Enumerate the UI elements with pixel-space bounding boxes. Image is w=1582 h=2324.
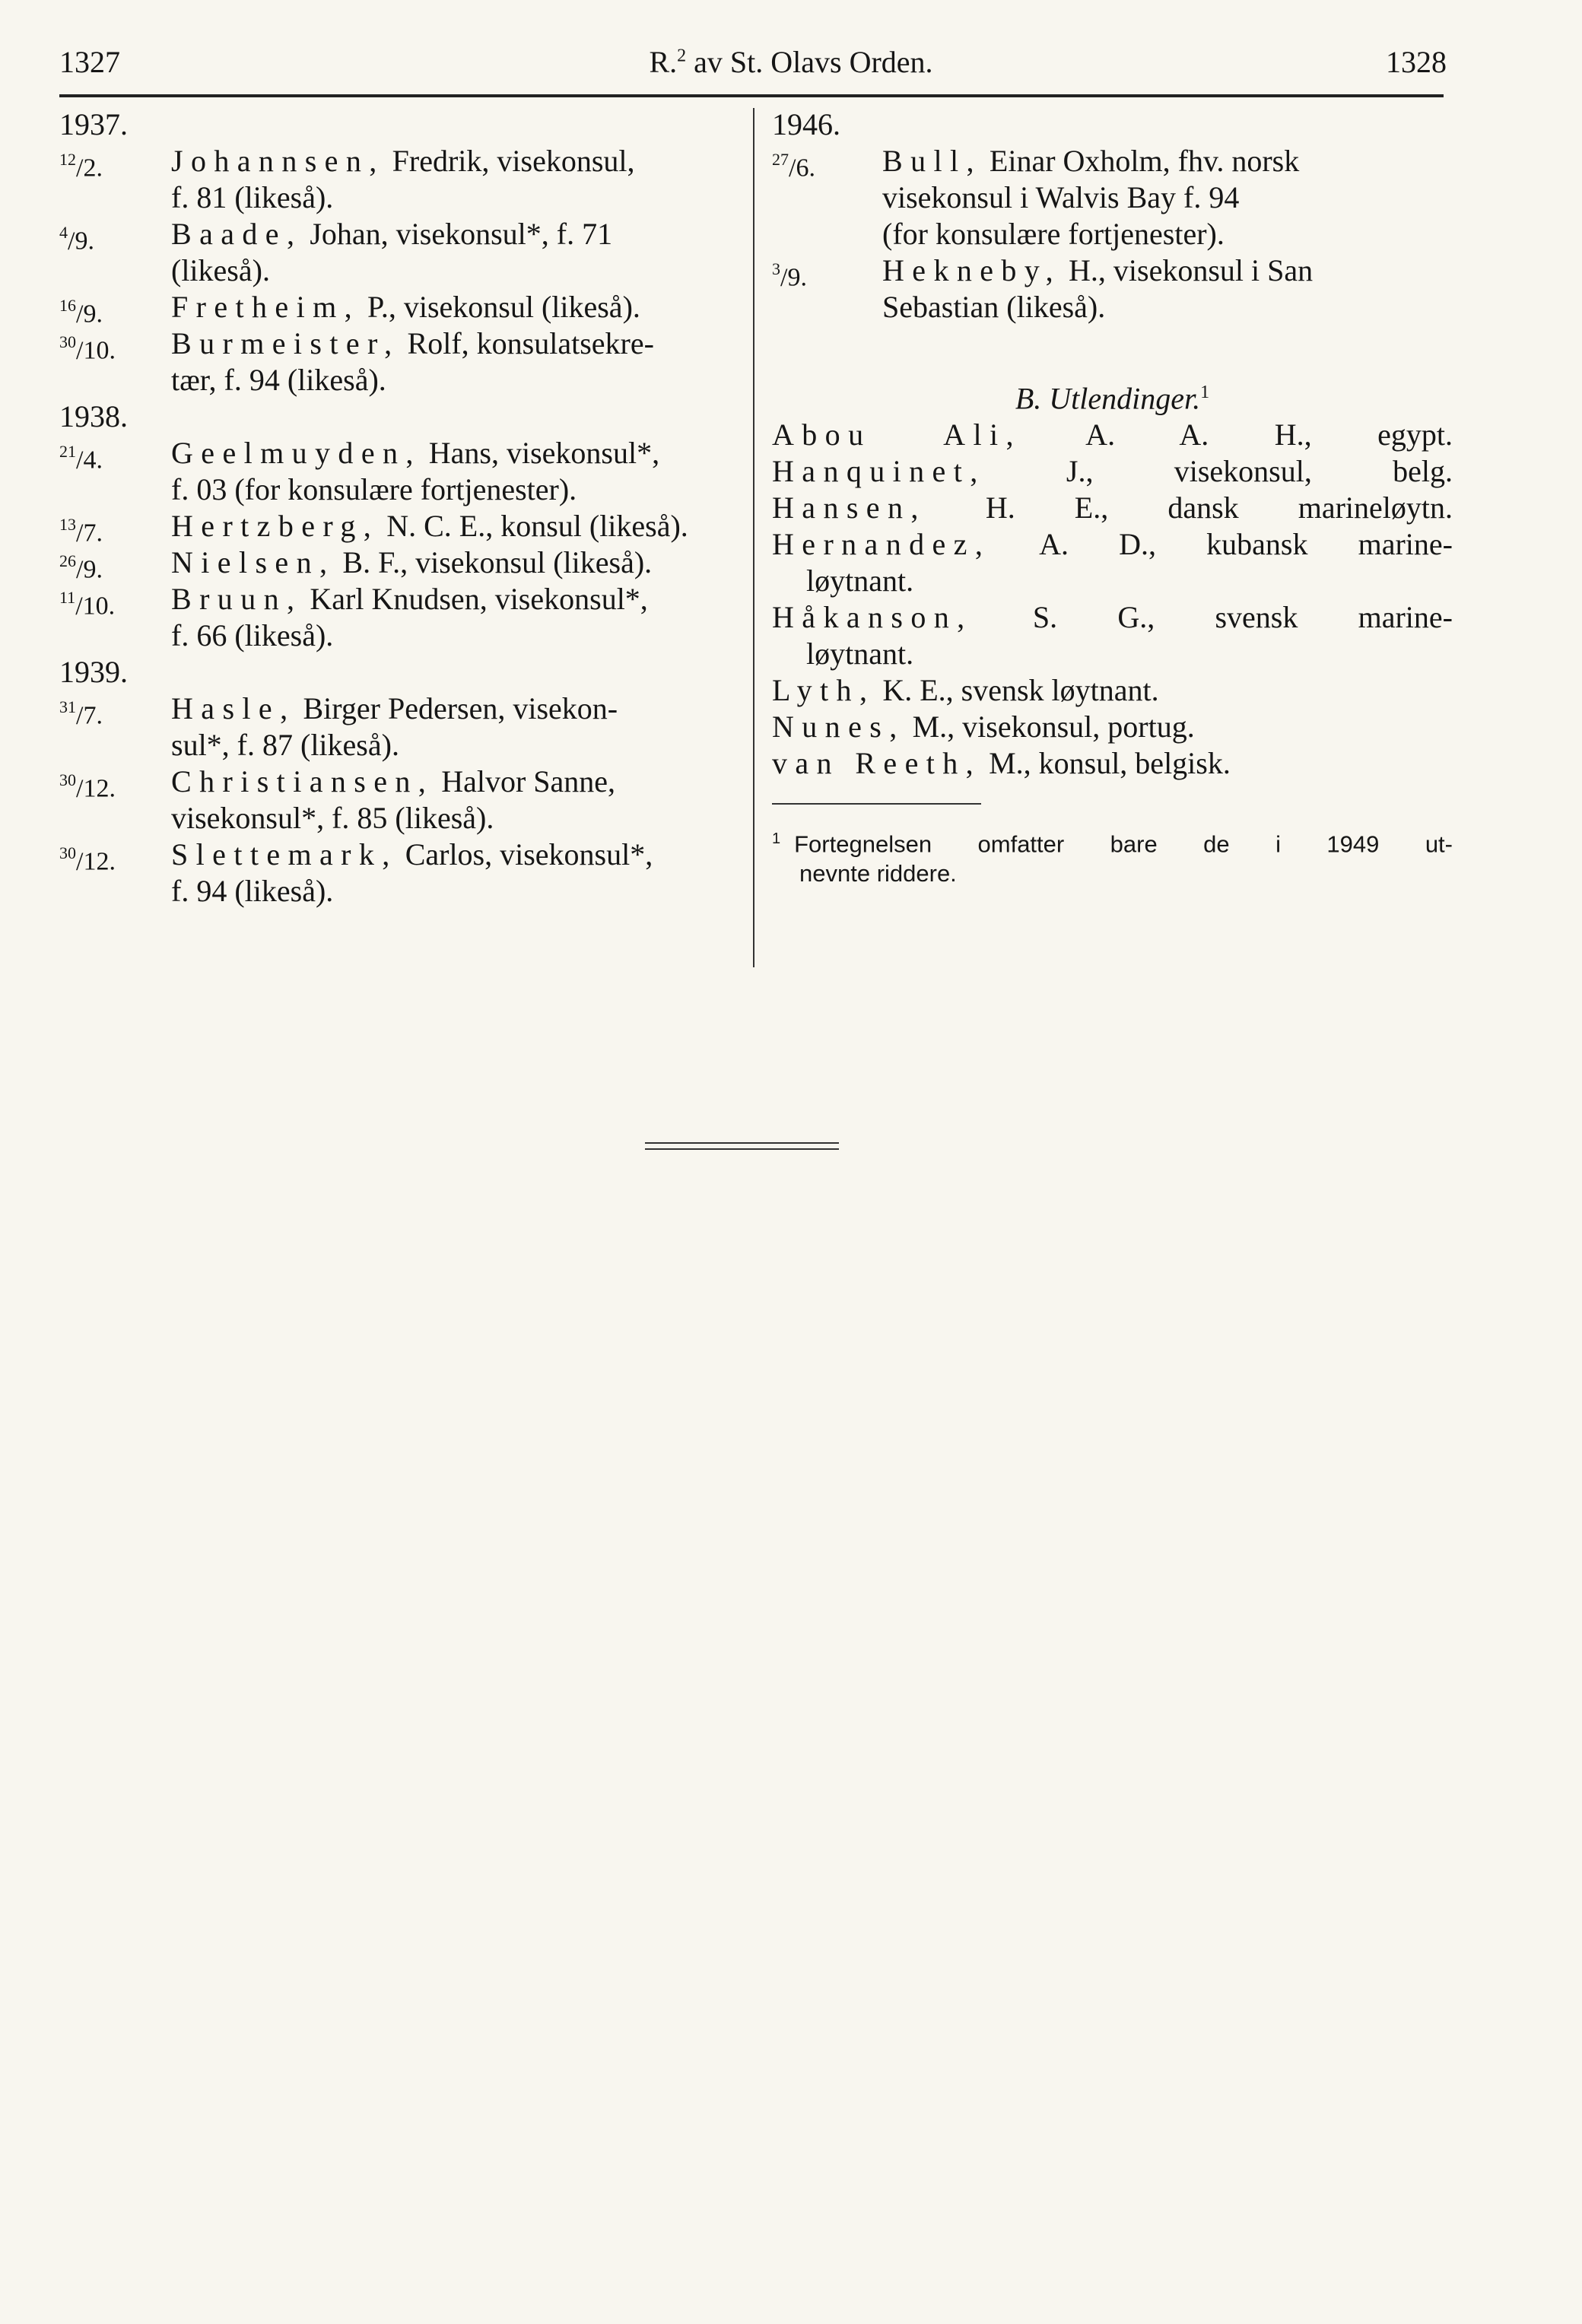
entry: $^{31}$/7. Hasle, Birger Pedersen, visekon- sul*, f. 87 (likeså). [59, 691, 618, 762]
entry: $^{13}$/7. Hertzberg, N. C. E., konsul (likeså). [59, 508, 744, 544]
entry-name: Lyth, [772, 673, 875, 708]
foreign-entry: Abou Ali, A. A. H., egypt. [772, 417, 1453, 452]
foreign-entry: Nunes, M., visekonsul, portug. [772, 710, 1195, 745]
entry-date: $^{30}$/12. [59, 770, 116, 803]
entry-name: Nunes, [772, 710, 905, 745]
entry-name: Nielsen, [171, 545, 335, 579]
entry: $^{11}$/10. Bruun, Karl Knudsen, visekonsul*, f. 66 (likeså). [59, 582, 648, 652]
foreign-entry: Håkanson, S. G., svensk marine- [772, 600, 1453, 635]
entry-name: Baade, [171, 217, 303, 251]
entry-name: Bruun, [171, 582, 303, 616]
entry: $^{30}$/12. Christiansen, Halvor Sanne, visekonsul*, f. 85 (likeså). [59, 764, 616, 835]
entry-name: Burmeister, [171, 326, 400, 360]
entry-date: $^{21}$/4. [59, 442, 103, 475]
header-rule [59, 94, 1444, 97]
entry-date: $^{30}$/12. [59, 843, 116, 876]
entry-name: Geelmuyden, [171, 436, 421, 470]
entry: $^{21}$/4. Geelmuyden, Hans, visekonsul*, f. 03 (for konsulære fortjenester). [59, 436, 660, 506]
column-divider [753, 108, 754, 967]
page-number-right: 1328 [1386, 45, 1447, 79]
page-header [0, 44, 1582, 90]
page-number-left: 1327 [59, 45, 120, 79]
foreign-entry: Lyth, K. E., svensk løytnant. [772, 673, 1159, 708]
entry-name: Christiansen, [171, 764, 434, 798]
footnote: $^1$ Fortegnelsen omfatter bare de i 1949 ut- nevnte riddere. [772, 830, 1453, 887]
entry-name: Hasle, [171, 691, 296, 725]
entry-name: Johannsen, [171, 144, 385, 178]
footnote-mark: 1 [772, 830, 781, 848]
entry-name: Hernandez, [772, 527, 991, 562]
entry-name: Hansen, [772, 491, 926, 525]
year-heading: 1939. [59, 655, 128, 689]
entry-date: $^{13}$/7. [59, 515, 103, 548]
left-column [59, 106, 744, 910]
entry-name: Slettemark, [171, 837, 398, 872]
foreign-entry-continuation: løytnant. [806, 637, 914, 671]
end-rule [645, 1142, 839, 1144]
year-heading: 1938. [59, 399, 128, 433]
end-rule [645, 1148, 839, 1150]
year-heading: 1946. [772, 107, 840, 141]
entry-name: Abou Ali, [772, 417, 1021, 452]
entry: $^4$/9. Baade, Johan, visekonsul*, f. 71 (likeså). [59, 217, 613, 287]
foreign-entry: Hernandez, A. D., kubansk marine- [772, 527, 1453, 562]
footnote-ref: 1 [1200, 383, 1210, 402]
entry-name: Bull, [882, 144, 982, 178]
foreign-entry: van Reeth, M., konsul, belgisk. [772, 746, 1231, 781]
section-subtitle: B. Utlendinger.$^1$ [1015, 381, 1210, 416]
entry-date: $^4$/9. [59, 223, 94, 256]
entry-date: $^3$/9. [772, 259, 807, 292]
running-title: R.$^2$ av St. Olavs Orden. [649, 45, 933, 79]
entry: $^{26}$/9. Nielsen, B. F., visekonsul (likeså). [59, 544, 744, 581]
footnote-rule [772, 803, 981, 805]
entry-name: van Reeth, [772, 746, 982, 781]
entry: $^{30}$/12. Slettemark, Carlos, visekonsul*, f. 94 (likeså). [59, 837, 653, 908]
foreign-entry-continuation: løytnant. [806, 564, 914, 598]
entry-date: $^{11}$/10. [59, 588, 116, 621]
entry-name: Hekneby, [882, 253, 1061, 287]
entry-name: Hertzberg, [171, 509, 380, 543]
entry-name: Fretheim, [171, 290, 361, 324]
entry: $^{12}$/2. Johannsen, Fredrik, visekonsul, f. 81 (likeså). [59, 144, 635, 214]
entry-date: $^{26}$/9. [59, 551, 103, 584]
entry-date: $^{16}$/9. [59, 296, 103, 329]
entry-date: $^{30}$/10. [59, 332, 116, 365]
entry-name: Hanquinet, [772, 454, 986, 489]
entry: $^3$/9. Hekneby, H., visekonsul i San Sebastian (likeså). [772, 253, 1314, 324]
entry-date: $^{12}$/2. [59, 150, 103, 183]
foreign-entry: Hanquinet, J., visekonsul, belg. [772, 454, 1453, 489]
year-heading: 1937. [59, 107, 128, 141]
entry-date: $^{27}$/6. [772, 150, 815, 183]
entry-name: Håkanson, [772, 600, 973, 635]
entry: $^{27}$/6. Bull, Einar Oxholm, fhv. norsk visekonsul i Walvis Bay f. 94 (for konsulære fortjenester). [772, 144, 1300, 251]
right-column [772, 106, 1453, 888]
entry-date: $^{31}$/7. [59, 697, 103, 730]
entry: $^{16}$/9. Fretheim, P., visekonsul (likeså). [59, 289, 744, 325]
foreign-entry: Hansen, H. E., dansk marineløytn. [772, 491, 1453, 525]
entry: $^{30}$/10. Burmeister, Rolf, konsulatsekre- tær, f. 94 (likeså). [59, 326, 654, 397]
